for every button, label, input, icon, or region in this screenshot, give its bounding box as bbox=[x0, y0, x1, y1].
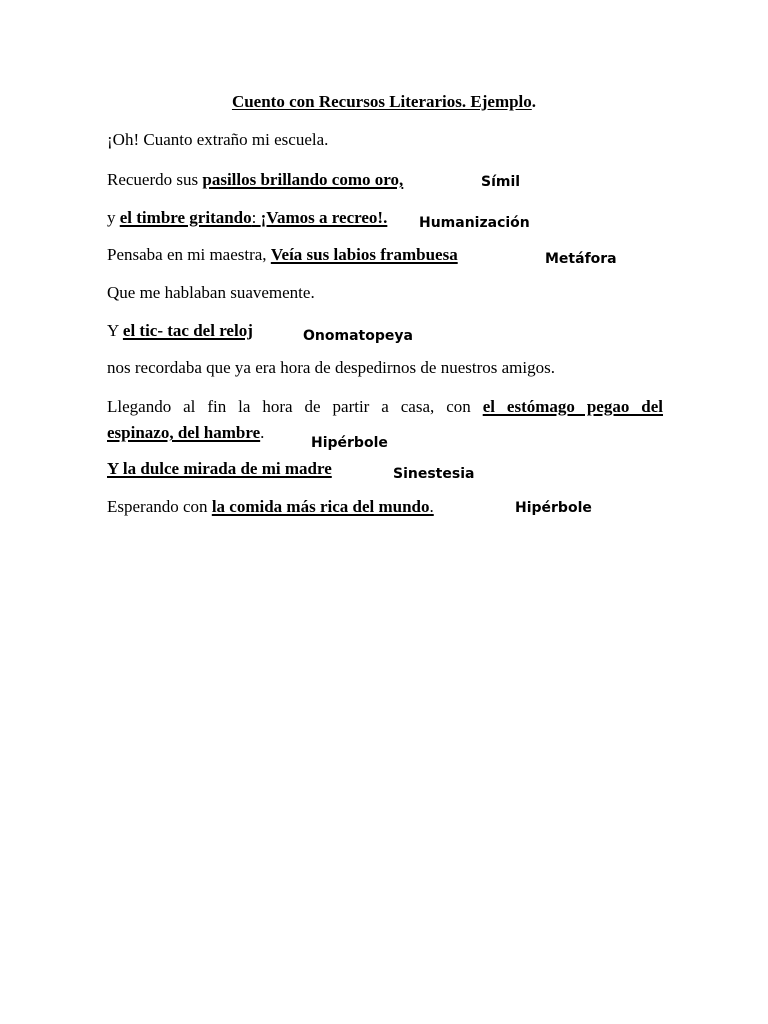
line-text: Que me hablaban suavemente. bbox=[107, 283, 315, 302]
story-line-11 bbox=[107, 497, 434, 517]
document-title bbox=[0, 92, 768, 112]
underlined-phrase: el estómago pegao del bbox=[482, 397, 664, 416]
story-line-7 bbox=[107, 358, 555, 378]
label-onomatopeya: Onomatopeya bbox=[303, 328, 413, 344]
label-hiperbole-2: Hipérbole bbox=[515, 500, 592, 516]
line-text: . bbox=[429, 497, 434, 516]
underlined-phrase: ¡Vamos a recreo!. bbox=[260, 208, 388, 227]
story-line-6 bbox=[107, 321, 253, 341]
underlined-phrase: espinazo, del hambre bbox=[107, 423, 261, 442]
line-text: : bbox=[251, 208, 261, 227]
title-period: . bbox=[531, 92, 537, 111]
label-hiperbole-1: Hipérbole bbox=[311, 435, 388, 451]
story-line-1 bbox=[107, 130, 328, 150]
story-line-10 bbox=[107, 459, 332, 479]
line-text: . bbox=[260, 423, 265, 442]
label-sinestesia: Sinestesia bbox=[393, 466, 475, 482]
story-line-2 bbox=[107, 170, 403, 190]
underlined-phrase: Y la dulce mirada de mi madre bbox=[107, 459, 332, 478]
line-text: nos recordaba que ya era hora de despedirnos de nuestros amigos. bbox=[107, 358, 555, 377]
underlined-phrase: Veía sus labios frambuesa bbox=[270, 245, 458, 264]
line-text: y bbox=[107, 208, 120, 227]
story-line-4 bbox=[107, 245, 458, 265]
line-text: Llegando al fin la hora de partir a casa, con bbox=[107, 397, 483, 416]
underlined-phrase: pasillos brillando como oro, bbox=[202, 170, 404, 189]
line-text: Recuerdo sus bbox=[107, 170, 203, 189]
underlined-phrase: el timbre gritando bbox=[119, 208, 252, 227]
line-text: Pensaba en mi maestra, bbox=[107, 245, 271, 264]
title-text: Cuento con Recursos Literarios. Ejemplo bbox=[231, 92, 532, 111]
story-line-3 bbox=[107, 208, 387, 228]
underlined-phrase: la comida más rica del mundo bbox=[211, 497, 430, 516]
story-line-5 bbox=[107, 283, 315, 303]
label-humanizacion: Humanización bbox=[419, 215, 530, 231]
underlined-phrase: el tic- tac del reloj bbox=[122, 321, 253, 340]
label-simil: Símil bbox=[481, 174, 521, 190]
line-text: Esperando con bbox=[107, 497, 212, 516]
line-text: Y bbox=[107, 321, 123, 340]
story-line-9 bbox=[107, 423, 264, 443]
story-line-8 bbox=[107, 397, 663, 417]
label-metafora: Metáfora bbox=[545, 251, 617, 267]
line-text: ¡Oh! Cuanto extraño mi escuela. bbox=[107, 130, 329, 149]
